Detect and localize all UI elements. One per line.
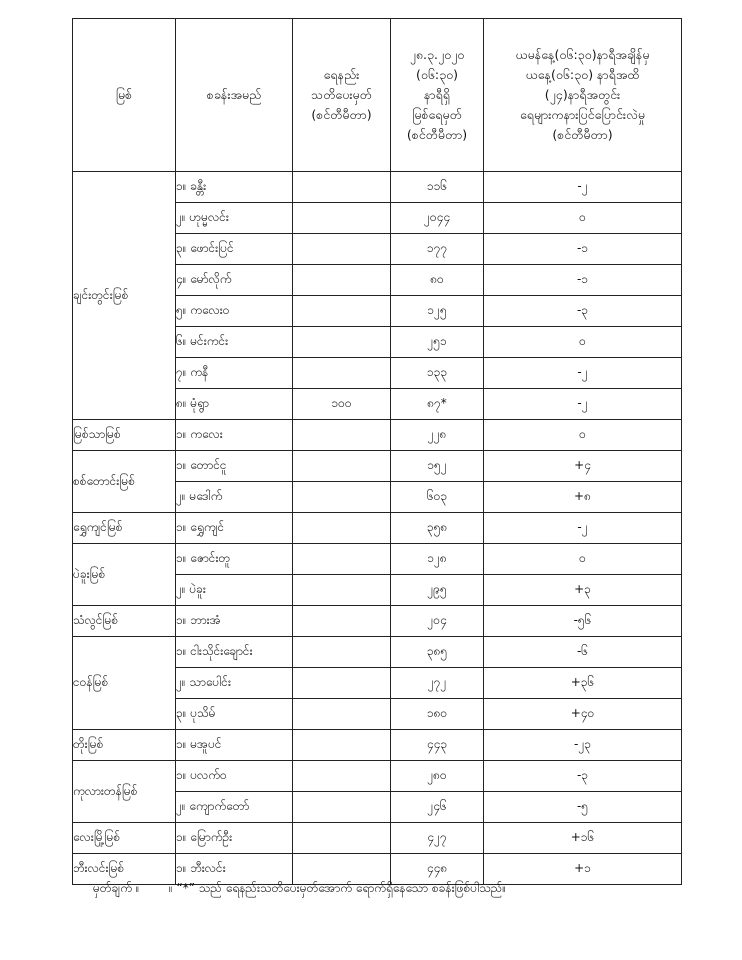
danger-level-cell: ၁၀၀ (293, 389, 391, 420)
header-station: စခန်းအမည် (176, 19, 293, 172)
danger-level-cell (293, 761, 391, 792)
station-name-cell: ၂။ ပဲခူး (176, 575, 293, 606)
water-level-cell: ၂၉၅ (391, 575, 484, 606)
danger-level-cell (293, 234, 391, 265)
danger-level-cell (293, 606, 391, 637)
danger-level-cell (293, 513, 391, 544)
footnote-text: ။ “*” သည် ရေနည်းသတိပေးမှတ်အောက် ရောက်ရှိနေသော စခန်းဖြစ်ပါသည်။ (169, 881, 507, 895)
station-name-cell: ၁။ ပလက်ဝ (176, 761, 293, 792)
station-name-cell: ၁။ ခန္တီး (176, 172, 293, 203)
level-change-cell: +၃၆ (484, 668, 682, 699)
table-row (73, 420, 682, 451)
danger-level-cell (293, 792, 391, 823)
station-name-cell: ၅။ ကလေးဝ (176, 296, 293, 327)
river-name-cell: စစ်တောင်းမြစ် (73, 451, 176, 513)
water-level-cell: ၄၄၈ (391, 854, 484, 885)
level-change-cell: ၀ (484, 420, 682, 451)
station-name-cell: ၁။ ဇောင်းတူ (176, 544, 293, 575)
danger-level-cell (293, 730, 391, 761)
river-name-cell: ကုလားတန်မြစ် (73, 761, 176, 823)
water-level-cell: ၂၂၈ (391, 420, 484, 451)
station-name-cell: ၁။ မြောက်ဦး (176, 823, 293, 854)
station-name-cell: ၃။ ပုသိမ် (176, 699, 293, 730)
level-change-cell: -၂၃ (484, 730, 682, 761)
station-name-cell: ၁။ ရွှေကျင် (176, 513, 293, 544)
water-level-cell: ၈၀ (391, 265, 484, 296)
table-row (73, 172, 682, 203)
danger-level-cell (293, 203, 391, 234)
table-row (73, 513, 682, 544)
table-row (73, 637, 682, 668)
table-row (73, 730, 682, 761)
level-change-cell: ၀ (484, 327, 682, 358)
header-water-level: ၂၈.၃.၂၀၂၀ (၀၆:၃၀) နာရီရှိ မြစ်ရေမှတ် (စင်တီမီတာ) (391, 19, 484, 172)
danger-level-cell (293, 420, 391, 451)
station-name-cell: ၁။ ငါးသိုင်းချောင်း (176, 637, 293, 668)
level-change-cell: -၅၆ (484, 606, 682, 637)
station-name-cell: ၂။ မဒေါက် (176, 482, 293, 513)
water-level-cell: ၈၇* (391, 389, 484, 420)
water-level-cell: ၂၇၂ (391, 668, 484, 699)
river-water-level-table (72, 18, 682, 885)
level-change-cell: ၀ (484, 203, 682, 234)
level-change-cell: -၂ (484, 358, 682, 389)
danger-level-cell (293, 544, 391, 575)
level-change-cell: -၃ (484, 296, 682, 327)
station-name-cell: ၁။ တောင်ငူ (176, 451, 293, 482)
water-level-cell: ၂၅၁ (391, 327, 484, 358)
station-name-cell: ၁။ မအူပင် (176, 730, 293, 761)
river-name-cell: ပဲခူးမြစ် (73, 544, 176, 606)
danger-level-cell (293, 482, 391, 513)
station-name-cell: ၁။ ကလေး (176, 420, 293, 451)
table-row (73, 606, 682, 637)
danger-level-cell (293, 358, 391, 389)
level-change-cell: -၂ (484, 513, 682, 544)
danger-level-cell (293, 296, 391, 327)
station-name-cell: ၂။ ဟုမ္မလင်း (176, 203, 293, 234)
station-name-cell: ၆။ မင်းကင်း (176, 327, 293, 358)
level-change-cell: -၆ (484, 637, 682, 668)
table-body (73, 172, 682, 885)
header-river: မြစ် (73, 19, 176, 172)
level-change-cell: +၄ (484, 451, 682, 482)
water-level-cell: ၁၅၂ (391, 451, 484, 482)
water-level-cell: ၂၀၄ (391, 606, 484, 637)
header-danger-level: ရေနည်း သတိပေးမှတ် (စင်တီမီတာ) (293, 19, 391, 172)
water-level-cell: ၄၂၇ (391, 823, 484, 854)
water-level-cell: ၂၀၄၄ (391, 203, 484, 234)
station-name-cell: ၈။ မုံရွာ (176, 389, 293, 420)
level-change-cell: -၁ (484, 234, 682, 265)
level-change-cell: -၅ (484, 792, 682, 823)
level-change-cell: -၂ (484, 389, 682, 420)
station-name-cell: ၄။ မော်လိုက် (176, 265, 293, 296)
header-row (73, 19, 682, 172)
station-name-cell: ၁။ ဘီးလင်း (176, 854, 293, 885)
water-level-cell: ၁၃၃ (391, 358, 484, 389)
station-name-cell: ၁။ ဘားအံ (176, 606, 293, 637)
water-level-cell: ၁၁၆ (391, 172, 484, 203)
level-change-cell: -၃ (484, 761, 682, 792)
danger-level-cell (293, 668, 391, 699)
danger-level-cell (293, 699, 391, 730)
river-name-cell: လေးမြို့မြစ် (73, 823, 176, 854)
level-change-cell: +၁၆ (484, 823, 682, 854)
table-row (73, 823, 682, 854)
footnote-label: မှတ်ချက် ။ (93, 881, 140, 895)
danger-level-cell (293, 265, 391, 296)
river-name-cell: ဘီးလင်းမြစ် (73, 854, 176, 885)
level-change-cell: +၃ (484, 575, 682, 606)
water-level-cell: ၆၀၃ (391, 482, 484, 513)
station-name-cell: ၂။ ကျောက်တော် (176, 792, 293, 823)
danger-level-cell (293, 637, 391, 668)
danger-level-cell (293, 451, 391, 482)
water-level-cell: ၂၄၆ (391, 792, 484, 823)
danger-level-cell (293, 575, 391, 606)
danger-level-cell (293, 327, 391, 358)
river-name-cell: မြစ်သာမြစ် (73, 420, 176, 451)
water-level-cell: ၃၈၅ (391, 637, 484, 668)
station-name-cell: ၂။ သာပေါင်း (176, 668, 293, 699)
river-name-cell: တိုးမြစ် (73, 730, 176, 761)
water-level-cell: ၁၈၀ (391, 699, 484, 730)
water-level-cell: ၃၅၈ (391, 513, 484, 544)
level-change-cell: -၂ (484, 172, 682, 203)
water-level-cell: ၂၈၀ (391, 761, 484, 792)
level-change-cell: -၁ (484, 265, 682, 296)
table-row (73, 451, 682, 482)
station-name-cell: ၃။ ဖောင်းပြင် (176, 234, 293, 265)
river-name-cell: ငဝန်မြစ် (73, 637, 176, 730)
table-row (73, 544, 682, 575)
footnote (93, 880, 506, 898)
river-name-cell: ရွှေကျင်မြစ် (73, 513, 176, 544)
station-name-cell: ၇။ ကနီ (176, 358, 293, 389)
water-level-cell: ၁၇၇ (391, 234, 484, 265)
level-change-cell: +၈ (484, 482, 682, 513)
danger-level-cell (293, 172, 391, 203)
header-level-change: ယမန်နေ့(၀၆:၃၀)နာရီအချိန်မှ ယနေ့(၀၆:၃၀) နာရီအထိ (၂၄)နာရီအတွင်း ရေများကနားပြင်ပြောင်းလဲမှု (စင်တီမီတာ) (484, 19, 682, 172)
level-change-cell: +၄၀ (484, 699, 682, 730)
water-level-cell: ၁၂၅ (391, 296, 484, 327)
water-level-cell: ၄၄၃ (391, 730, 484, 761)
table-row (73, 761, 682, 792)
water-level-cell: ၁၂၈ (391, 544, 484, 575)
river-name-cell: သံလွင်မြစ် (73, 606, 176, 637)
level-change-cell: ၀ (484, 544, 682, 575)
river-name-cell: ချင်းတွင်းမြစ် (73, 172, 176, 420)
level-change-cell: +၁ (484, 854, 682, 885)
danger-level-cell (293, 823, 391, 854)
